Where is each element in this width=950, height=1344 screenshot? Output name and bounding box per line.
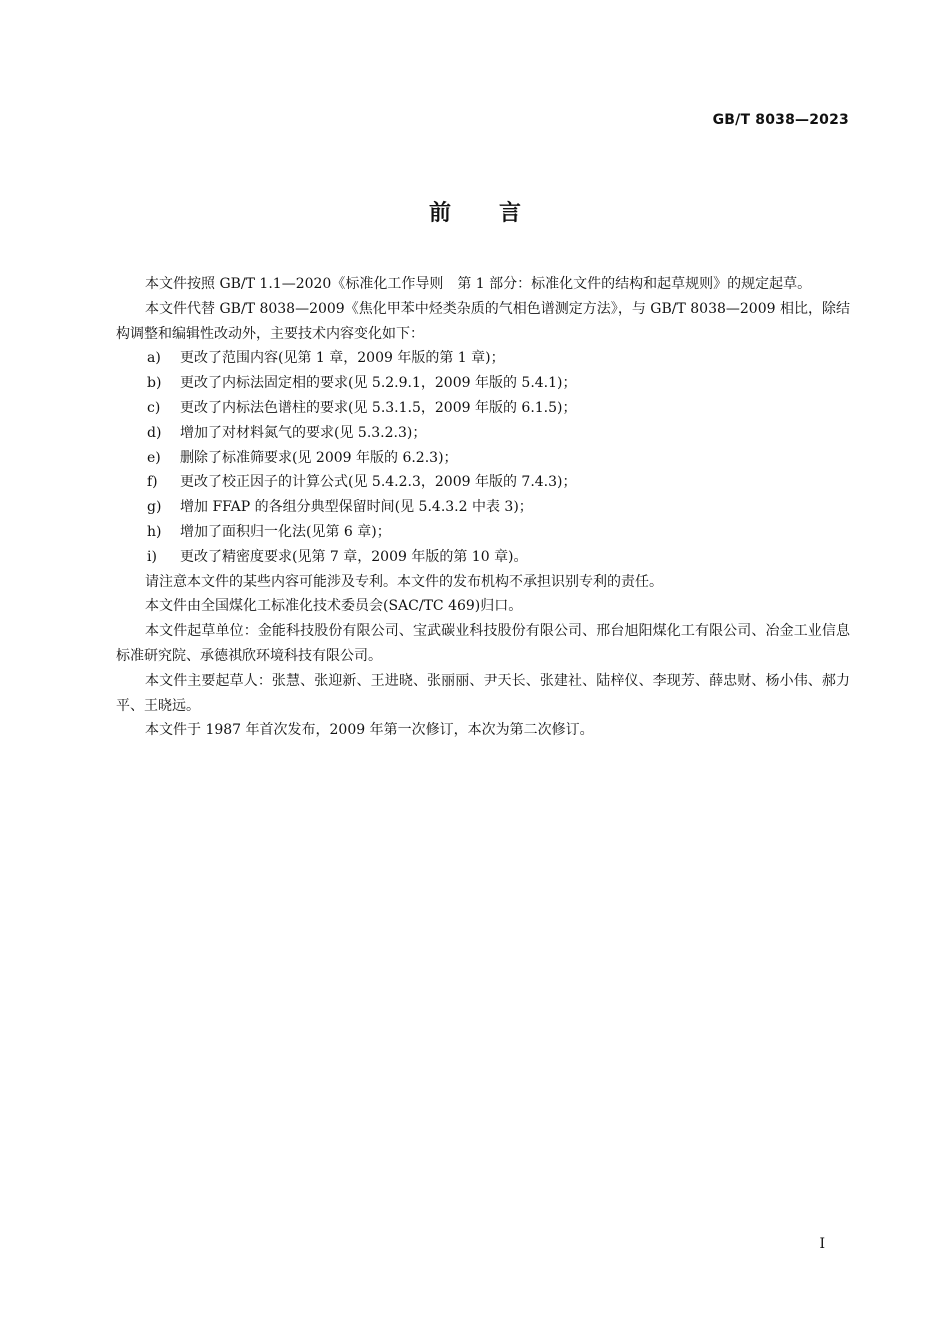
- list-item-text: 更改了校正因子的计算公式(见 5.4.2.3，2009 年版的 7.4.3)；: [180, 474, 577, 491]
- list-item: [116, 446, 850, 471]
- list-item-label: f): [147, 474, 158, 491]
- list-item-label: b): [147, 375, 162, 392]
- list-item-text: 增加 FFAP 的各组分典型保留时间(见 5.4.3.2 中表 3)；: [180, 499, 533, 516]
- list-item-label: e): [147, 449, 161, 466]
- paragraph-history: 本文件于 1987 年首次发布，2009 年第一次修订，本次为第二次修订。: [145, 722, 594, 739]
- page-title: 前言: [428, 201, 569, 226]
- list-item-label: c): [147, 399, 161, 416]
- list-item-text: 更改了范围内容(见第 1 章，2009 年版的第 1 章)；: [180, 350, 505, 367]
- paragraph-drafting-units: 本文件起草单位：金能科技股份有限公司、宝武碳业科技股份有限公司、邢台旭阳煤化工有限公司、冶金工业信息标准研究院、承德祺欣环境科技有限公司。: [116, 623, 850, 664]
- paragraph-patent-notice: 请注意本文件的某些内容可能涉及专利。本文件的发布机构不承担识别专利的责任。: [145, 573, 663, 590]
- list-item-label: i): [147, 548, 157, 565]
- list-item: [116, 520, 850, 545]
- list-item: [116, 545, 850, 570]
- list-item-text: 删除了标准筛要求(见 2009 年版的 6.2.3)；: [180, 449, 458, 466]
- list-item: [116, 495, 850, 520]
- list-item-text: 更改了精密度要求(见第 7 章，2009 年版的第 10 章)。: [180, 548, 528, 565]
- paragraph-drafting-rules: 本文件按照 GB/T 1.1—2020《标准化工作导则 第 1 部分：标准化文件的结构和起草规则》的规定起草。: [145, 276, 812, 292]
- list-item-label: a): [147, 350, 161, 367]
- list-item-text: 增加了对材料氮气的要求(见 5.3.2.3)；: [180, 424, 427, 441]
- standard-code: GB/T 8038—2023: [712, 112, 849, 128]
- paragraph-drafters: 本文件主要起草人：张慧、张迎新、王进晓、张丽丽、尹天长、张建社、陆梓仪、李现芳、薛忠财、杨小伟、郝力平、王晓远。: [116, 672, 850, 714]
- list-item: [116, 371, 850, 396]
- list-item-label: g): [147, 499, 162, 516]
- list-item-text: 增加了面积归一化法(见第 6 章)；: [180, 523, 391, 540]
- foreword-body: [116, 272, 850, 743]
- paragraph-replacement: 本文件代替 GB/T 8038—2009《焦化甲苯中烃类杂质的气相色谱测定方法》，与 GB/T 8038—2009 相比，除结构调整和编辑性改动外，主要技术内容变化如下：: [116, 300, 850, 342]
- list-item: [116, 346, 850, 371]
- page-number: I: [819, 1236, 825, 1252]
- list-item-label: d): [147, 424, 162, 441]
- list-item-label: h): [147, 523, 162, 540]
- list-item-text: 更改了内标法色谱柱的要求(见 5.3.1.5，2009 年版的 6.1.5)；: [180, 399, 577, 416]
- paragraph-committee: 本文件由全国煤化工标准化技术委员会(SAC/TC 469)归口。: [145, 598, 523, 615]
- changes-list: [116, 346, 850, 569]
- list-item: [116, 421, 850, 446]
- list-item: [116, 396, 850, 421]
- list-item: [116, 470, 850, 495]
- list-item-text: 更改了内标法固定相的要求(见 5.2.9.1，2009 年版的 5.4.1)；: [180, 375, 577, 392]
